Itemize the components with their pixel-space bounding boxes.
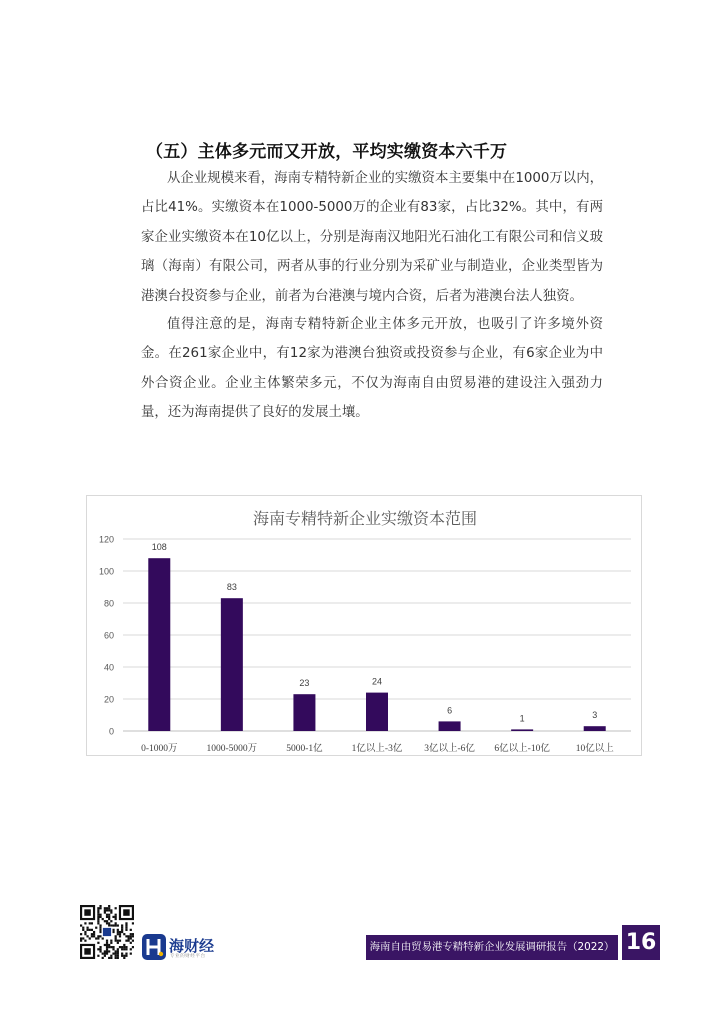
bar-chart: [86, 495, 642, 756]
report-title-bar: 海南自由贸易港专精特新企业发展调研报告（2022）: [366, 935, 618, 960]
x-tick-label: 10亿以上: [575, 744, 614, 754]
y-tick-label: 0: [108, 726, 114, 737]
bar: [584, 726, 606, 731]
y-tick-label: 60: [103, 630, 114, 641]
data-label: 1: [519, 713, 525, 724]
paragraph-1: 从企业规模来看，海南专精特新企业的实缴资本主要集中在1000万以内，占比41%。实缴资本在1000-5000万的企业有83家，占比32%。其中，有两家企业实缴资本在10亿以上，分别是海南汉地阳光石油化工有限公司和信义玻璃（海南）有限公司，两者从事的行业分别为采矿业与制造业，企业类型皆为港澳台投资参与企业，前者为台港澳与境内合资，后者为港澳台法人独资。: [141, 171, 603, 304]
y-tick-label: 100: [98, 566, 114, 577]
bar: [366, 693, 388, 731]
chart-svg: [87, 496, 643, 757]
logo-h-icon: [142, 934, 166, 960]
x-tick-label: 5000-1亿: [286, 744, 323, 754]
x-tick-label: 1000-5000万: [206, 744, 258, 754]
x-tick-label: 1亿以上-3亿: [351, 744, 403, 754]
x-tick-label: 3亿以上-6亿: [424, 744, 475, 754]
data-label: 23: [299, 678, 310, 689]
data-label: 3: [592, 710, 598, 721]
y-tick-label: 80: [103, 598, 114, 609]
bar: [511, 729, 533, 731]
bar: [148, 558, 170, 731]
data-label: 83: [226, 582, 237, 593]
qr-code: [80, 905, 134, 959]
section-heading: （五）主体多元而又开放，平均实缴资本六千万: [146, 142, 508, 162]
bar: [439, 721, 461, 731]
y-tick-label: 120: [98, 534, 114, 545]
bar: [293, 694, 315, 731]
x-tick-label: 0-1000万: [141, 744, 178, 754]
data-label: 6: [447, 705, 453, 716]
chart-title: 海南专精特新企业实缴资本范围: [252, 509, 478, 528]
brand-name: 海财经: [169, 937, 215, 955]
brand-logo: [142, 934, 234, 960]
y-tick-label: 20: [103, 694, 114, 705]
data-label: 24: [371, 676, 383, 687]
brand-slogan: 专业的财经平台: [170, 954, 206, 959]
y-tick-label: 40: [103, 662, 114, 673]
bar: [221, 598, 243, 731]
data-label: 108: [151, 542, 167, 553]
paragraph-2: 值得注意的是，海南专精特新企业主体多元开放，也吸引了许多境外资金。在261家企业中，有12家为港澳台独资或投资参与企业，有6家企业为中外合资企业。企业主体繁荣多元，不仅为海南自由贸易港的建设注入强劲力量，还为海南提供了良好的发展土壤。: [141, 317, 603, 421]
x-tick-label: 6亿以上-10亿: [494, 744, 550, 754]
page-number: 16: [622, 925, 660, 960]
